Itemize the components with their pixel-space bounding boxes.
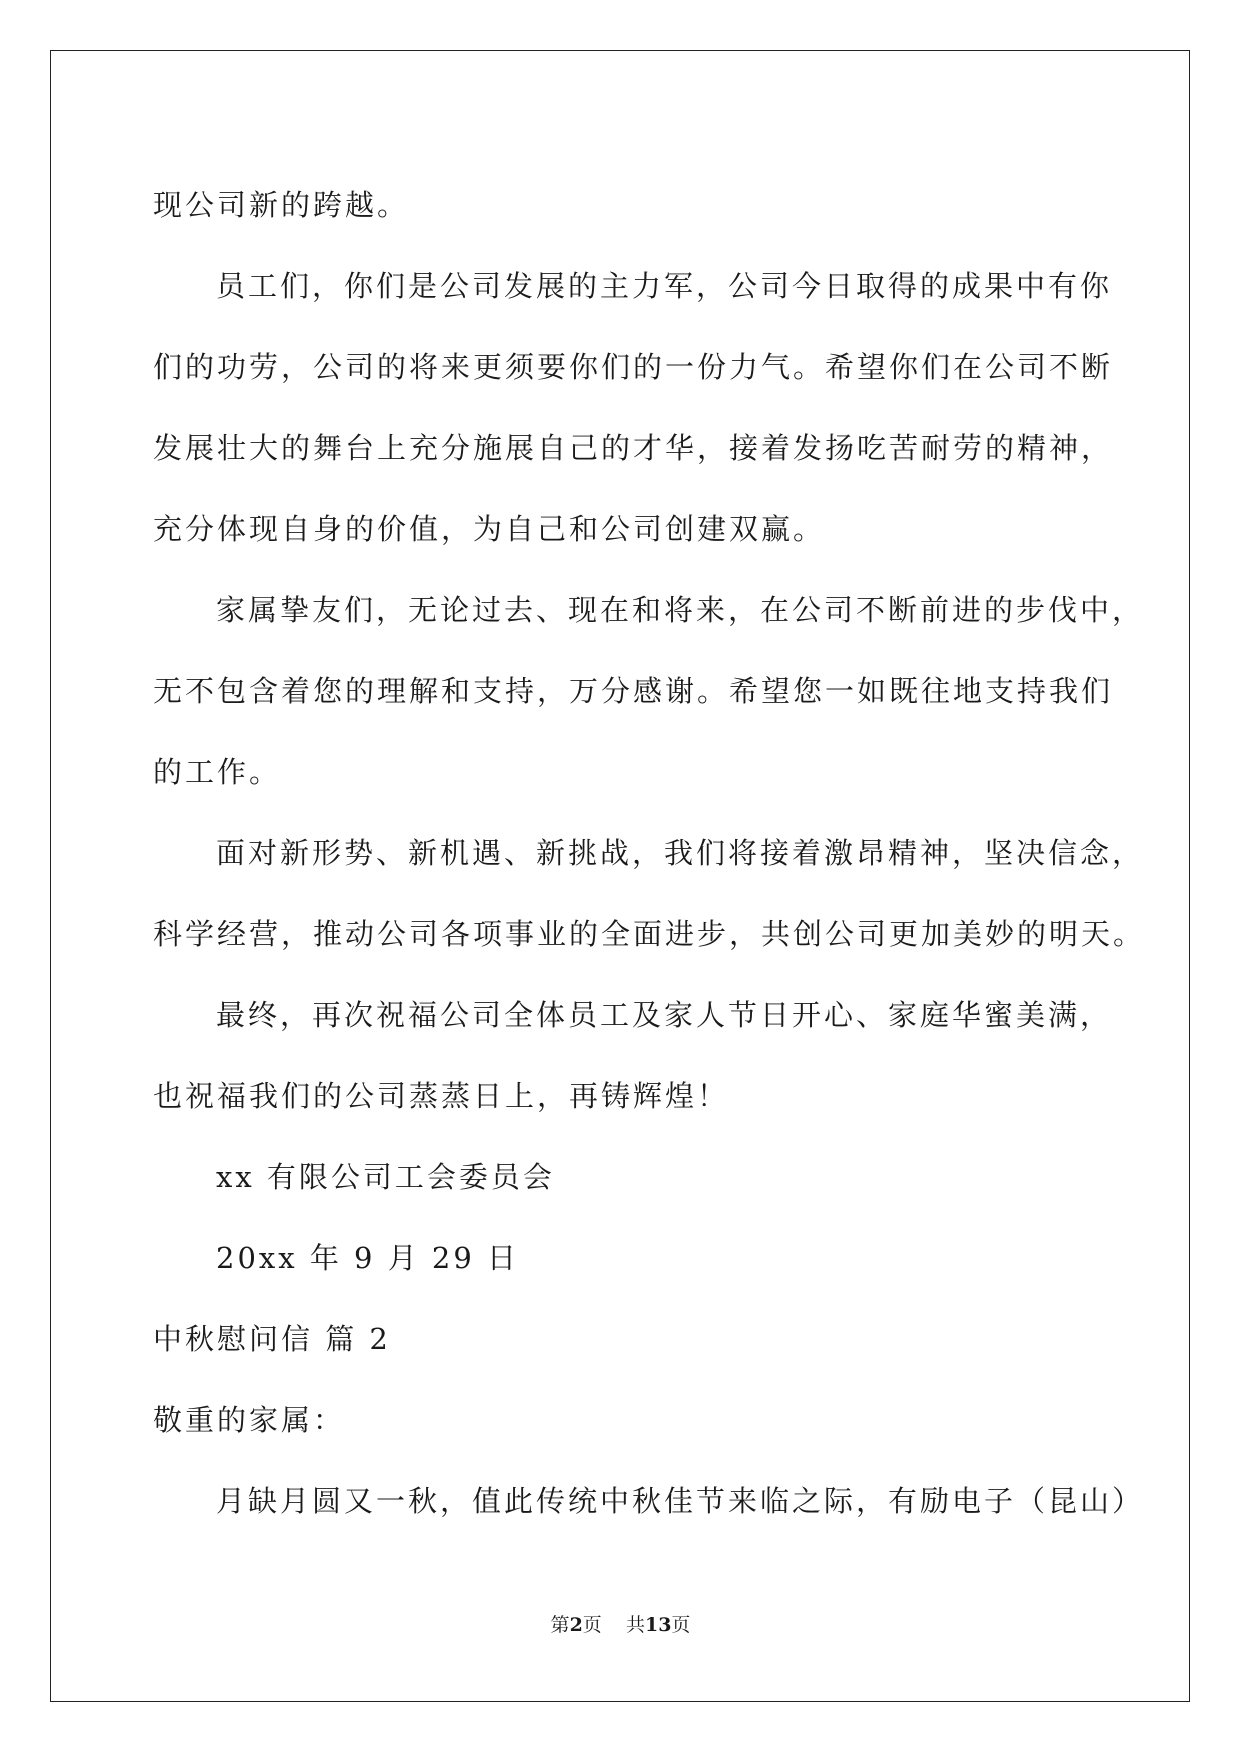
text-line: 们的功劳，公司的将来更须要你们的一份力气。希望你们在公司不断 xyxy=(153,350,1114,384)
footer-page-number: 2 xyxy=(569,1614,583,1636)
page-footer xyxy=(0,1610,1241,1637)
text-line: 无不包含着您的理解和支持，万分感谢。希望您一如既往地支持我们 xyxy=(153,674,1114,708)
text-line: 充分体现自身的价值，为自己和公司创建双赢。 xyxy=(153,512,826,546)
salutation: 敬重的家属： xyxy=(153,1403,346,1437)
footer-middle: 页 共 xyxy=(582,1614,645,1636)
footer-prefix: 第 xyxy=(550,1614,570,1636)
footer-total-pages: 13 xyxy=(644,1614,672,1636)
section-heading: 中秋慰问信 篇 2 xyxy=(153,1322,391,1356)
paragraph-start: 员工们，你们是公司发展的主力军，公司今日取得的成果中有你 xyxy=(216,269,1113,303)
paragraph-start: 面对新形势、新机遇、新挑战，我们将接着激昂精神，坚决信念， xyxy=(216,836,1145,870)
paragraph-start: 月缺月圆又一秋，值此传统中秋佳节来临之际，有励电子（昆山） xyxy=(216,1484,1145,1518)
document-body xyxy=(153,165,1146,1542)
footer-suffix: 页 xyxy=(671,1614,691,1636)
text-line: 发展壮大的舞台上充分施展自己的才华，接着发扬吃苦耐劳的精神， xyxy=(153,431,1114,465)
paragraph-start: 最终，再次祝福公司全体员工及家人节日开心、家庭华蜜美满， xyxy=(216,998,1113,1032)
text-line: 科学经营，推动公司各项事业的全面进步，共创公司更加美妙的明天。 xyxy=(153,917,1146,951)
text-line: 的工作。 xyxy=(153,755,282,789)
text-line: 也祝福我们的公司蒸蒸日上，再铸辉煌！ xyxy=(153,1079,730,1113)
signature-org: xx 有限公司工会委员会 xyxy=(216,1160,555,1194)
signature-date: 20xx 年 9 月 29 日 xyxy=(216,1241,520,1275)
text-line: 现公司新的跨越。 xyxy=(153,188,410,222)
paragraph-start: 家属挚友们，无论过去、现在和将来，在公司不断前进的步伐中， xyxy=(216,593,1145,627)
